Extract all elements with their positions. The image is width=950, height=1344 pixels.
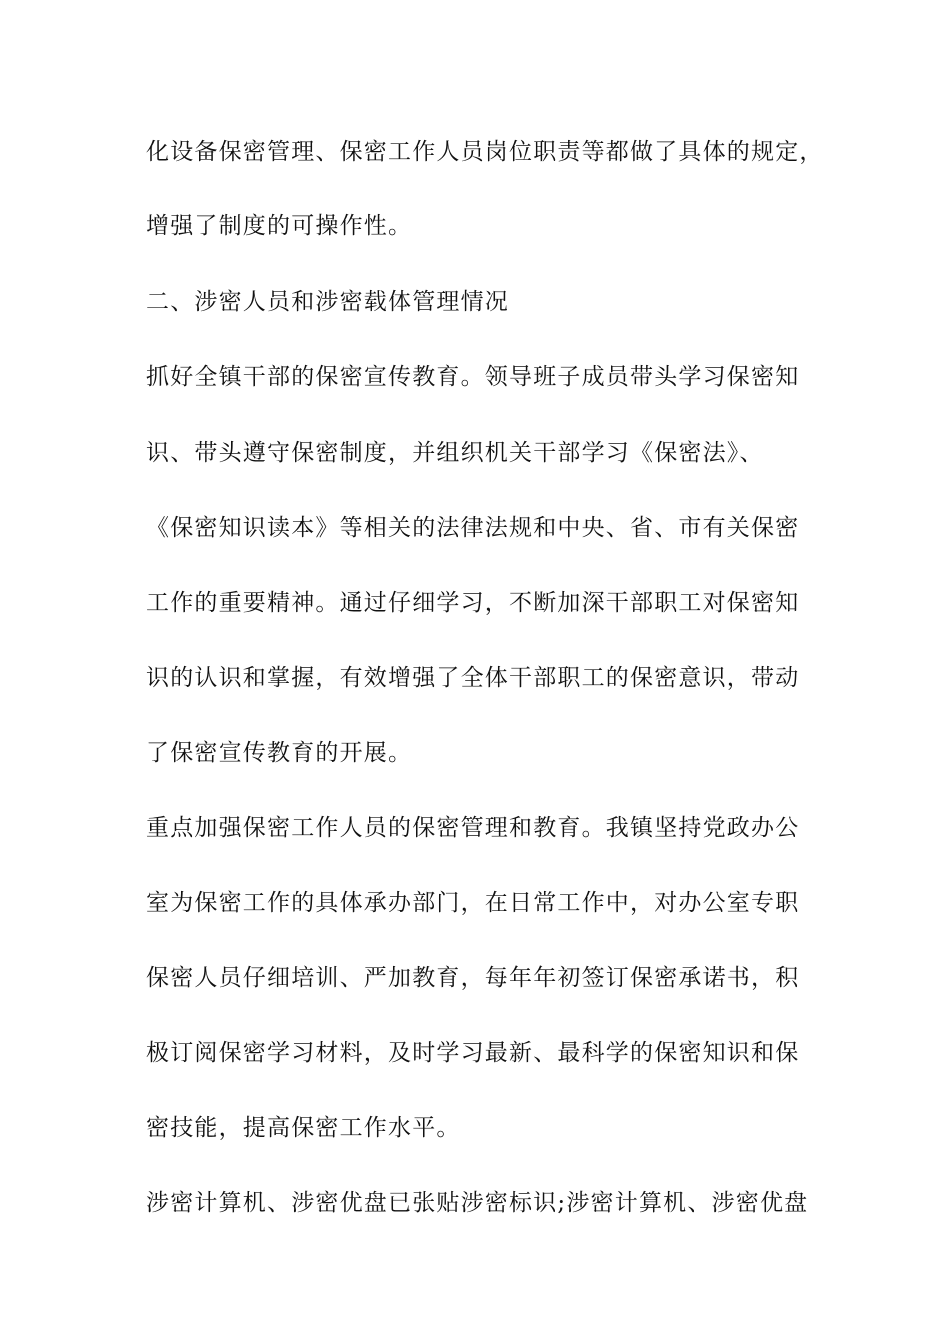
- paragraph-line: 涉密计算机、涉密优盘已张贴涉密标识;涉密计算机、涉密优盘: [146, 1190, 809, 1216]
- paragraph-line: 重点加强保密工作人员的保密管理和教育。我镇坚持党政办公: [146, 815, 800, 841]
- section-heading: 二、涉密人员和涉密载体管理情况: [146, 289, 509, 315]
- paragraph-line: 识的认识和掌握，有效增强了全体干部职工的保密意识，带动: [146, 665, 800, 691]
- paragraph-line: 极订阅保密学习材料，及时学习最新、最科学的保密知识和保: [146, 1040, 800, 1066]
- paragraph-line: 抓好全镇干部的保密宣传教育。领导班子成员带头学习保密知: [146, 364, 800, 390]
- paragraph-line: 识、带头遵守保密制度，并组织机关干部学习《保密法》、: [146, 440, 764, 466]
- paragraph-line: 工作的重要精神。通过仔细学习，不断加深干部职工对保密知: [146, 590, 800, 616]
- paragraph-line: 密技能，提高保密工作水平。: [146, 1115, 461, 1141]
- paragraph-line: 增强了制度的可操作性。: [146, 213, 413, 239]
- paragraph-line: 室为保密工作的具体承办部门，在日常工作中，对办公室专职: [146, 890, 800, 916]
- paragraph-line: 保密人员仔细培训、严加教育，每年年初签订保密承诺书，积: [146, 965, 800, 991]
- paragraph-line: 了保密宣传教育的开展。: [146, 740, 413, 766]
- paragraph-line: 《保密知识读本》等相关的法律法规和中央、省、市有关保密: [146, 515, 800, 541]
- paragraph-line: 化设备保密管理、保密工作人员岗位职责等都做了具体的规定，: [146, 139, 824, 165]
